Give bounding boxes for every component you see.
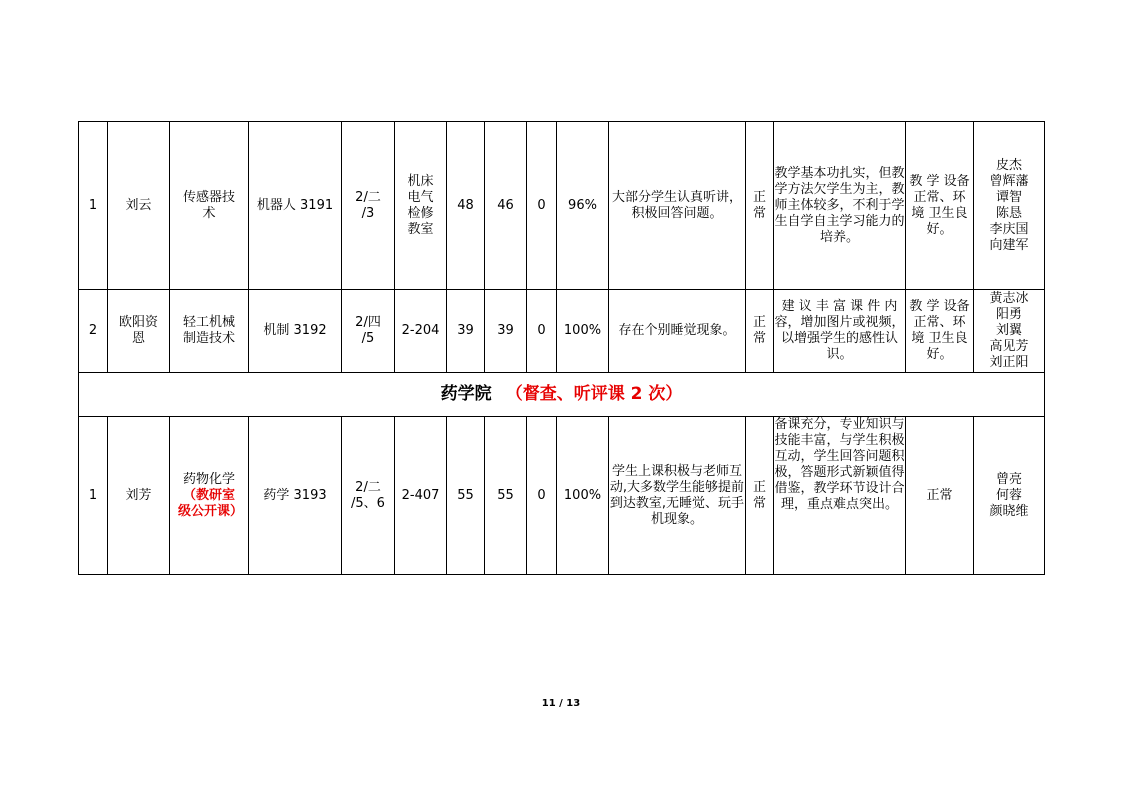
section-note: （督查、听评课 2 次） <box>505 383 683 404</box>
enrolled-count: 48 <box>447 122 485 290</box>
row-number: 2 <box>79 290 108 373</box>
class-order: 正常 <box>746 122 774 290</box>
row-number: 1 <box>79 417 108 575</box>
enrolled-count: 39 <box>447 290 485 373</box>
student-status: 学生上课积极与老师互动,大多数学生能够提前到达教室,无睡觉、玩手机现象。 <box>609 417 746 575</box>
table-row <box>79 417 1045 575</box>
section-header-row <box>79 373 1045 417</box>
classroom: 2-407 <box>395 417 447 575</box>
evaluators: 黄志冰 阳勇 刘翼 高见芳 刘正阳 <box>974 290 1045 373</box>
class-time: 2/二 /3 <box>342 122 395 290</box>
teacher-name: 欧阳资 恩 <box>108 290 170 373</box>
facility-status: 教 学 设备正常、环 境 卫生良好。 <box>906 290 974 373</box>
page-number: 11 / 13 <box>541 698 581 709</box>
course-tag: （教研室级公开课） <box>178 487 244 519</box>
student-status: 存在个别睡觉现象。 <box>609 290 746 373</box>
inspection-table <box>78 121 1045 575</box>
table-row <box>79 290 1045 373</box>
class-time: 2/二 /5、6 <box>342 417 395 575</box>
facility-status: 正常 <box>906 417 974 575</box>
table-row <box>79 122 1045 290</box>
absent-count: 0 <box>527 290 557 373</box>
attendance-rate: 100% <box>557 417 609 575</box>
facility-status: 教 学 设备正常、环 境 卫生良好。 <box>906 122 974 290</box>
attendance-rate: 100% <box>557 290 609 373</box>
class-name: 药学 3193 <box>249 417 342 575</box>
teacher-name: 刘芳 <box>108 417 170 575</box>
class-name: 机制 3192 <box>249 290 342 373</box>
course-name: 轻工机械 制造技术 <box>170 290 249 373</box>
row-number: 1 <box>79 122 108 290</box>
teaching-evaluation: 教学基本功扎实，但教学方法欠学生为主，教师主体较多，不利于学生自学自主学习能力的培养。 <box>774 122 906 290</box>
class-order: 正常 <box>746 417 774 575</box>
teacher-name: 刘云 <box>108 122 170 290</box>
absent-count: 0 <box>527 417 557 575</box>
attendance-rate: 96% <box>557 122 609 290</box>
teaching-evaluation: 备课充分，专业知识与技能丰富，与学生积极互动，学生回答问题积极，答题形式新颖值得借鉴，教学环节设计合理，重点难点突出。 <box>774 417 906 575</box>
present-count: 39 <box>485 290 527 373</box>
present-count: 46 <box>485 122 527 290</box>
enrolled-count: 55 <box>447 417 485 575</box>
class-order: 正常 <box>746 290 774 373</box>
section-header <box>79 373 1045 417</box>
section-name: 药学院 <box>440 383 492 404</box>
present-count: 55 <box>485 417 527 575</box>
class-name: 机器人 3191 <box>249 122 342 290</box>
evaluators: 曾亮 何蓉 颜晓维 <box>974 417 1045 575</box>
classroom: 2-204 <box>395 290 447 373</box>
teaching-evaluation: 建 议 丰 富 课 件 内容，增加图片或视频，以增强学生的感性认识。 <box>774 290 906 373</box>
student-status: 大部分学生认真听讲，积极回答问题。 <box>609 122 746 290</box>
course-name: 药物化学 （教研室级公开课） <box>170 417 249 575</box>
class-time: 2/四 /5 <box>342 290 395 373</box>
evaluators: 皮杰 曾辉藩 谭智 陈恳 李庆国 向建军 <box>974 122 1045 290</box>
classroom: 机床 电气 检修 教室 <box>395 122 447 290</box>
course-name: 传感器技 术 <box>170 122 249 290</box>
absent-count: 0 <box>527 122 557 290</box>
